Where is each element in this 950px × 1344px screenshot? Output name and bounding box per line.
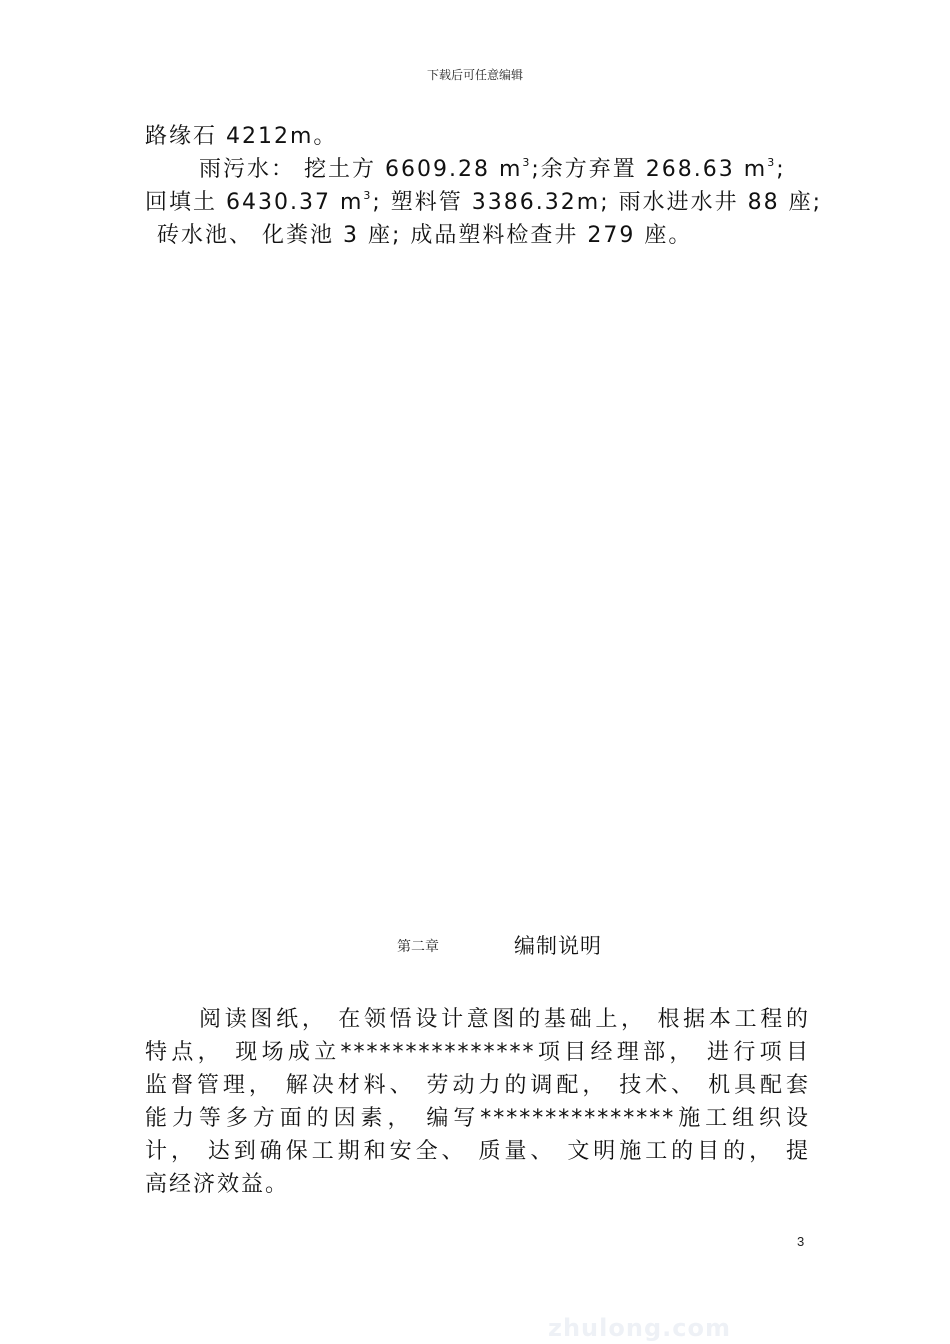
paragraph-line: 计， 达到确保工期和安全、 质量、 文明施工的目的， 提 <box>145 1139 810 1164</box>
chapter-number: 第二章 <box>397 939 439 955</box>
paragraph-line: 高经济效益。 <box>145 1172 290 1197</box>
watermark: zhulong.com <box>548 1314 731 1342</box>
curb-stone-text: 路缘石 4212m。 <box>145 124 338 149</box>
paragraph-line: 阅读图纸， 在领悟设计意图的基础上， 根据本工程的 <box>199 1007 810 1032</box>
excavation-text: 雨污水： 挖土方 6609.28 m <box>199 157 523 182</box>
line-end-punct: ; <box>776 157 786 182</box>
compilation-paragraph <box>145 1003 810 1201</box>
backfill-line <box>145 186 823 219</box>
paragraph-line: 能力等多方面的因素， 编写***************施工组织设 <box>145 1106 810 1131</box>
paragraph-line: 特点， 现场成立***************项目经理部， 进行项目 <box>145 1040 810 1065</box>
tanks-wells-line <box>145 219 810 252</box>
surplus-disposal-text: ;余方弃置 268.63 m <box>531 157 768 182</box>
pipe-inlet-text: ; 塑料管 3386.32m; 雨水进水井 88 座; <box>372 190 823 215</box>
materials-paragraph <box>145 120 823 252</box>
backfill-text: 回填土 6430.37 m <box>145 190 364 215</box>
paragraph-line: 监督管理， 解决材料、 劳动力的调配， 技术、 机具配套 <box>145 1073 810 1098</box>
cubic-superscript: 3 <box>363 189 373 202</box>
cubic-superscript: 3 <box>522 156 532 169</box>
chapter-title: 编制说明 <box>514 934 602 958</box>
chapter-heading <box>0 928 950 962</box>
cubic-superscript: 3 <box>767 156 777 169</box>
tanks-wells-text: 砖水池、 化粪池 3 座; 成品塑料检查井 279 座。 <box>157 223 693 248</box>
page-number: 3 <box>797 1234 805 1249</box>
storm-sewage-line <box>145 153 810 186</box>
curb-stone-line <box>145 120 810 153</box>
page-header: 下载后可任意编辑 <box>426 68 523 82</box>
